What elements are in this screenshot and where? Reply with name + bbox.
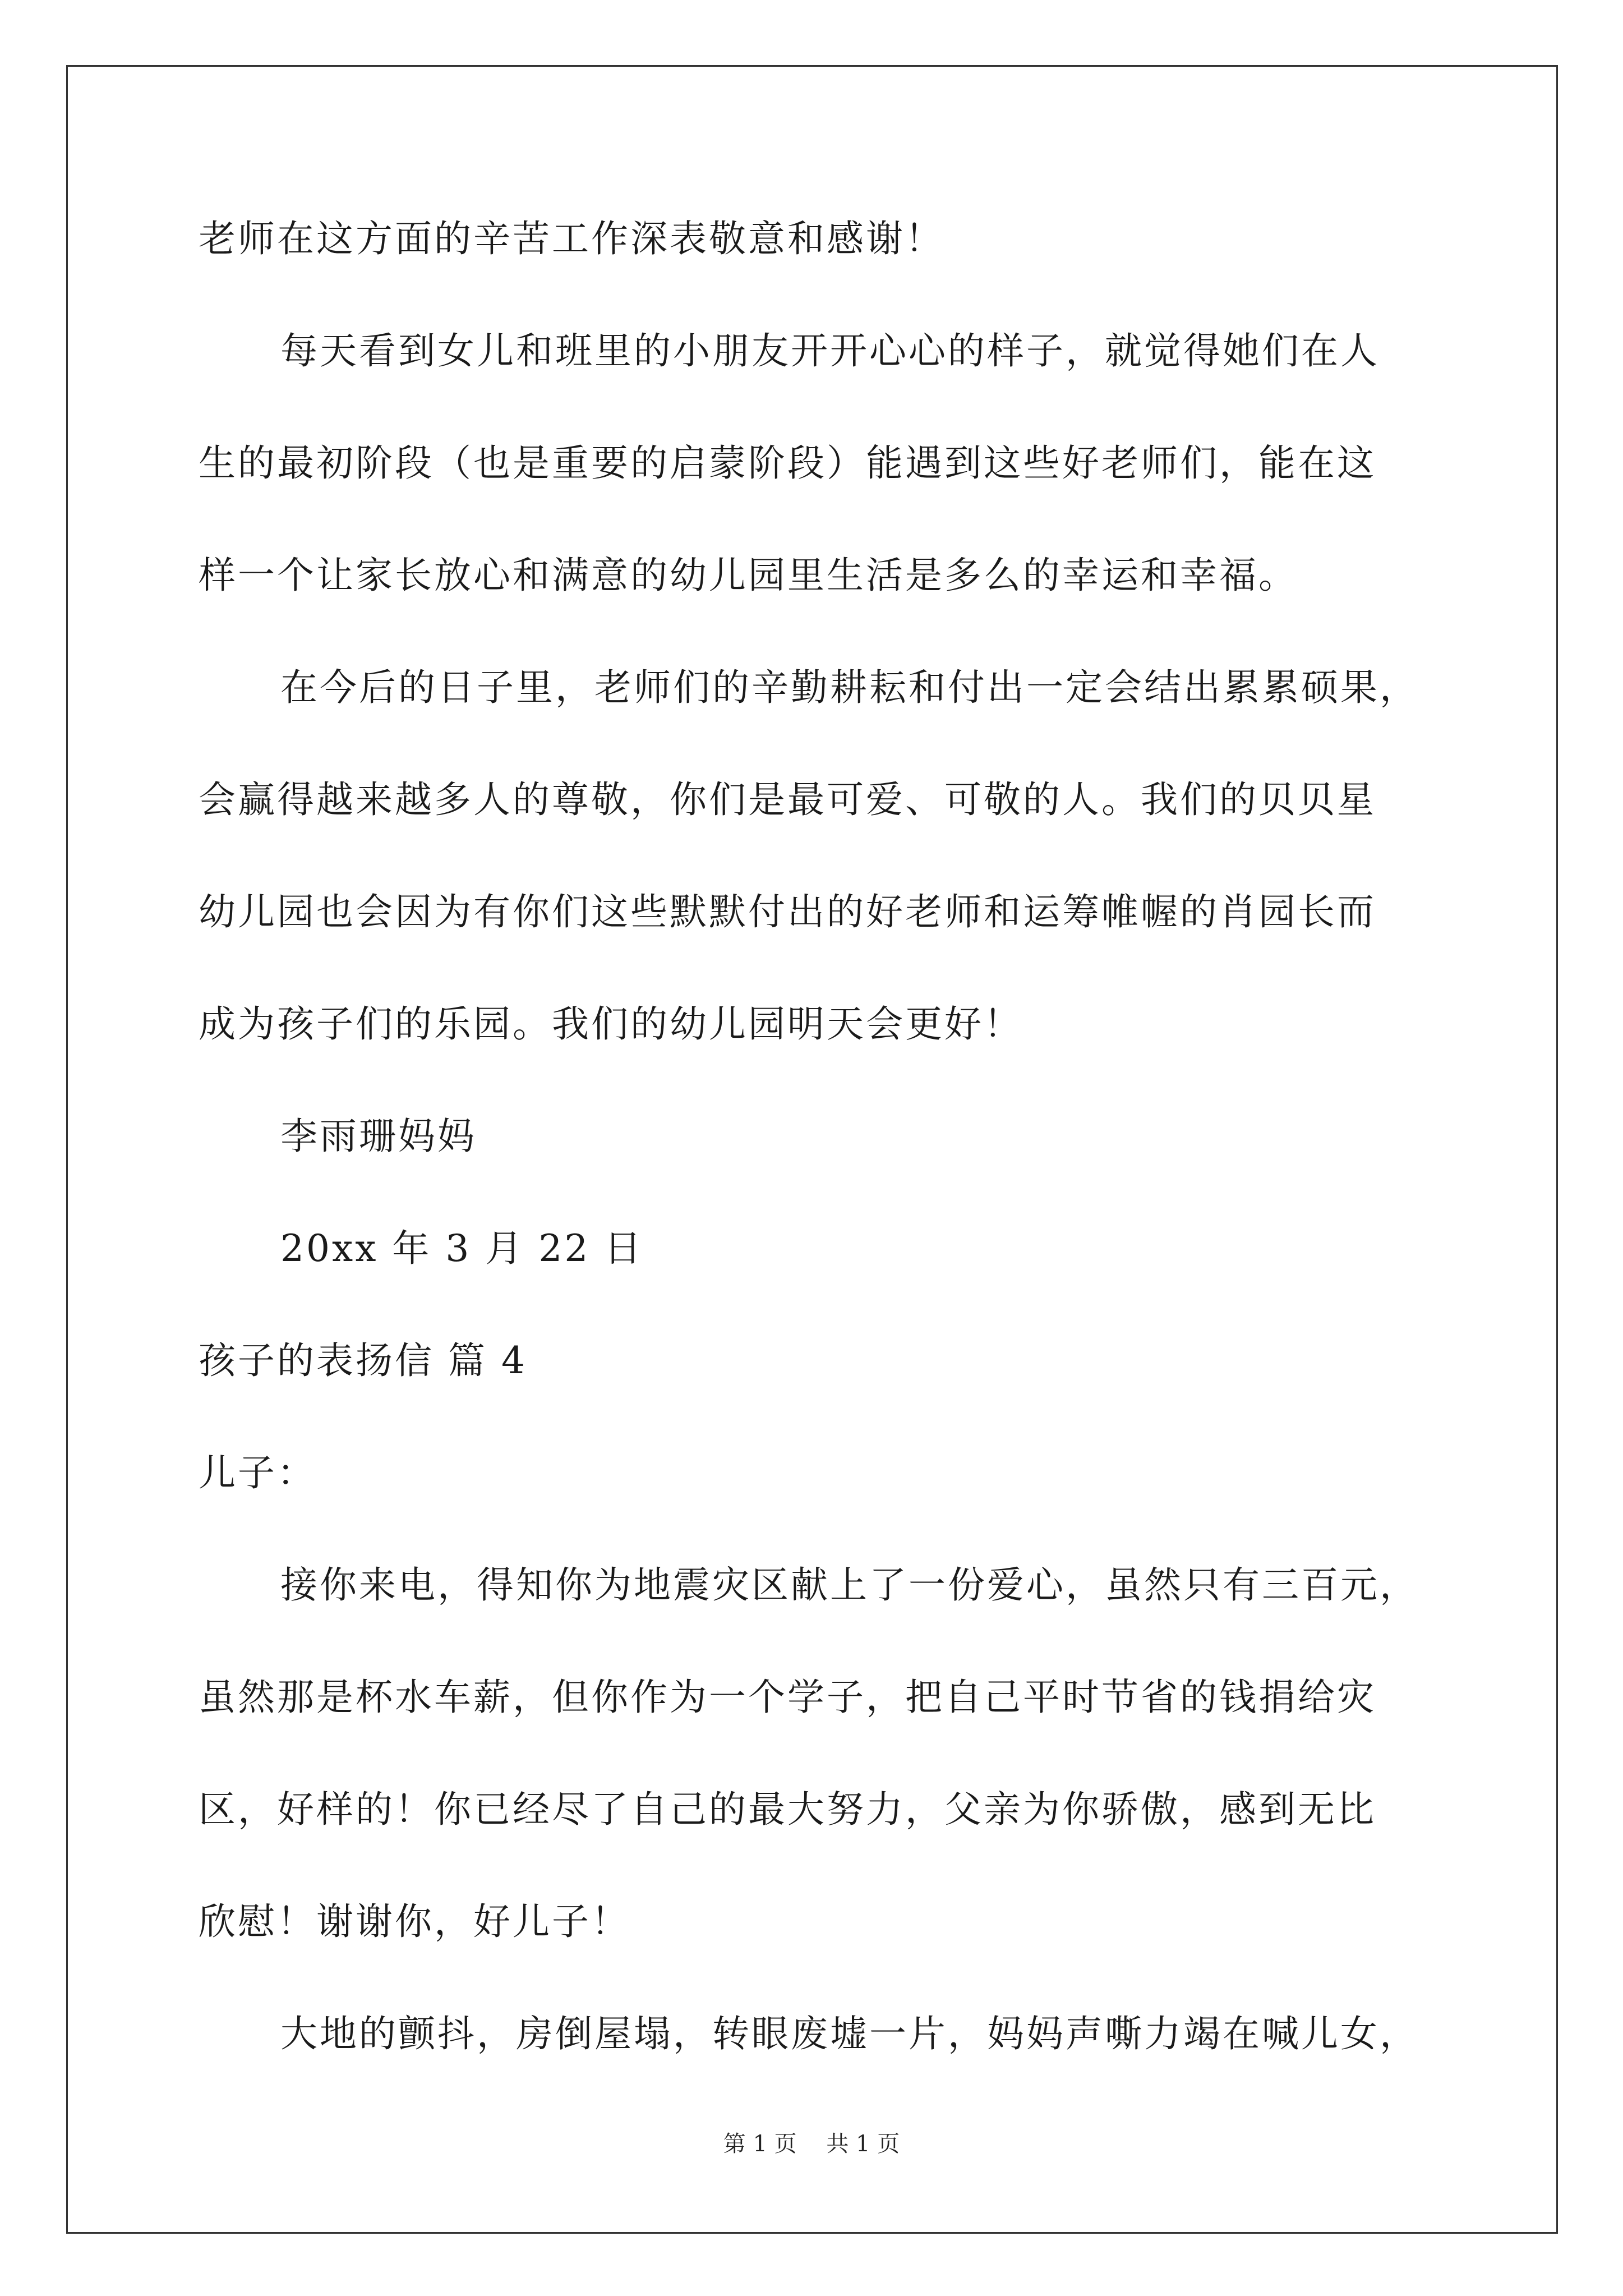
signature-line: 李雨珊妈妈	[280, 1115, 477, 1158]
text-line-13: 接你来电，得知你为地震灾区献上了一份爱心，虽然只有三百元，	[280, 1563, 1419, 1607]
text-line-8: 成为孩子们的乐园。我们的幼儿园明天会更好！	[199, 1002, 1023, 1046]
document-body	[199, 211, 1444, 2118]
text-line-4: 样一个让家长放心和满意的幼儿园里生活是多么的幸运和幸福。	[199, 554, 1298, 597]
text-line-2: 每天看到女儿和班里的小朋友开开心心的样子，就觉得她们在人	[280, 329, 1380, 372]
text-line-15: 区，好样的！你已经尽了自己的最大努力，父亲为你骄傲，感到无比	[199, 1788, 1376, 1831]
text-line-1: 老师在这方面的辛苦工作深表敬意和感谢！	[199, 217, 944, 260]
text-line-7: 幼儿园也会因为有你们这些默默付出的好老师和运筹帷幄的肖园长而	[199, 890, 1376, 933]
text-line-16: 欣慰！谢谢你，好儿子！	[199, 1900, 630, 1943]
text-line-5: 在今后的日子里，老师们的辛勤耕耘和付出一定会结出累累硕果，	[280, 666, 1419, 709]
text-line-6: 会赢得越来越多人的尊敬，你们是最可爱、可敬的人。我们的贝贝星	[199, 778, 1376, 821]
salutation-line: 儿子：	[199, 1451, 316, 1494]
section-heading: 孩子的表扬信 篇 4	[199, 1339, 527, 1382]
date-line: 20xx 年 3 月 22 日	[280, 1227, 644, 1270]
text-line-17: 大地的颤抖，房倒屋塌，转眼废墟一片，妈妈声嘶力竭在喊儿女，	[280, 2012, 1419, 2055]
page-footer: 第 1 页 共 1 页	[723, 2131, 900, 2157]
text-line-14: 虽然那是杯水车薪，但你作为一个学子，把自己平时节省的钱捐给灾	[199, 1676, 1376, 1719]
text-line-3: 生的最初阶段（也是重要的启蒙阶段）能遇到这些好老师们，能在这	[199, 441, 1376, 485]
